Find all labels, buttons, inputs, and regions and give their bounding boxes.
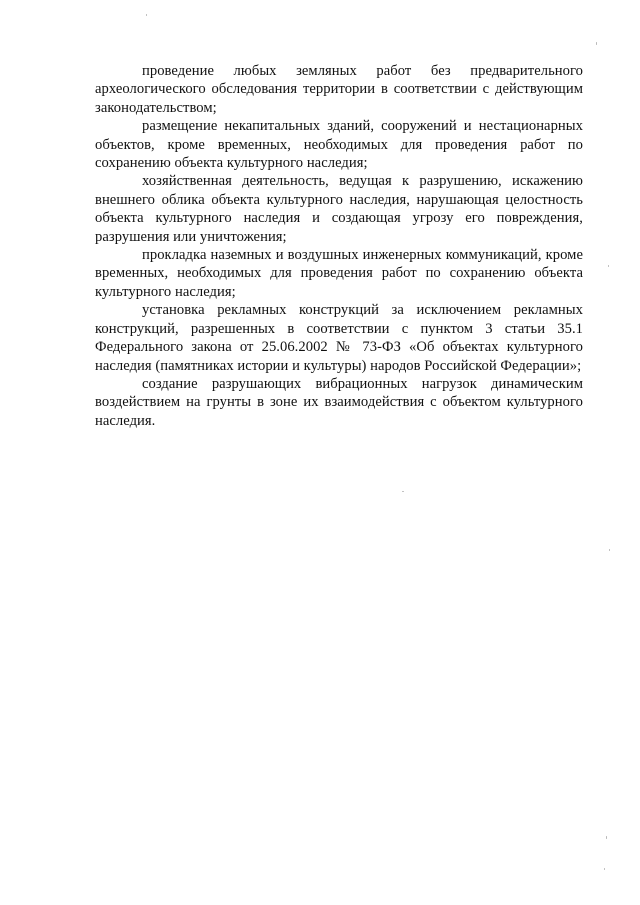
paragraph-utility-lines: прокладка наземных и воздушных инженерных коммуникаций, кроме временных, необходимых для проведения работ по сохранению объекта культурного наследия; (95, 247, 583, 300)
scan-speck (609, 549, 610, 551)
scan-speck (604, 868, 605, 870)
scan-speck (146, 14, 147, 16)
paragraph-economic-activity: хозяйственная деятельность, ведущая к разрушению, искажению внешнего облика объекта культурного наследия, нарушающая целостность объекта культурного наследия и создающая угрозу его повреждения, разрушения или уничтожения; (95, 173, 583, 245)
scan-speck (402, 491, 404, 492)
scan-speck (608, 265, 609, 267)
paragraph-advertising-structures: установка рекламных конструкций за исключением рекламных конструкций, разрешенных в соответствии с пунктом 3 статьи 35.1 Федерального закона от 25.06.2002 № 73-ФЗ «Об объектах культурного наследия (памятниках истории и культуры) народов Российской Федерации»; (95, 302, 583, 374)
document-body (95, 62, 583, 430)
paragraph-earthworks: проведение любых земляных работ без предварительного археологического обследования территории в соответствии с действующим законодательством; (95, 63, 583, 116)
scan-speck (596, 42, 597, 45)
paragraph-temporary-buildings: размещение некапитальных зданий, сооружений и нестационарных объектов, кроме временных, необходимых для проведения работ по сохранению объекта культурного наследия; (95, 118, 583, 172)
paragraph-vibration-loads: создание разрушающих вибрационных нагрузок динамическим воздействием на грунты в зоне их взаимодействия с объектом культурного наследия. (95, 375, 583, 429)
scan-speck (606, 836, 607, 839)
